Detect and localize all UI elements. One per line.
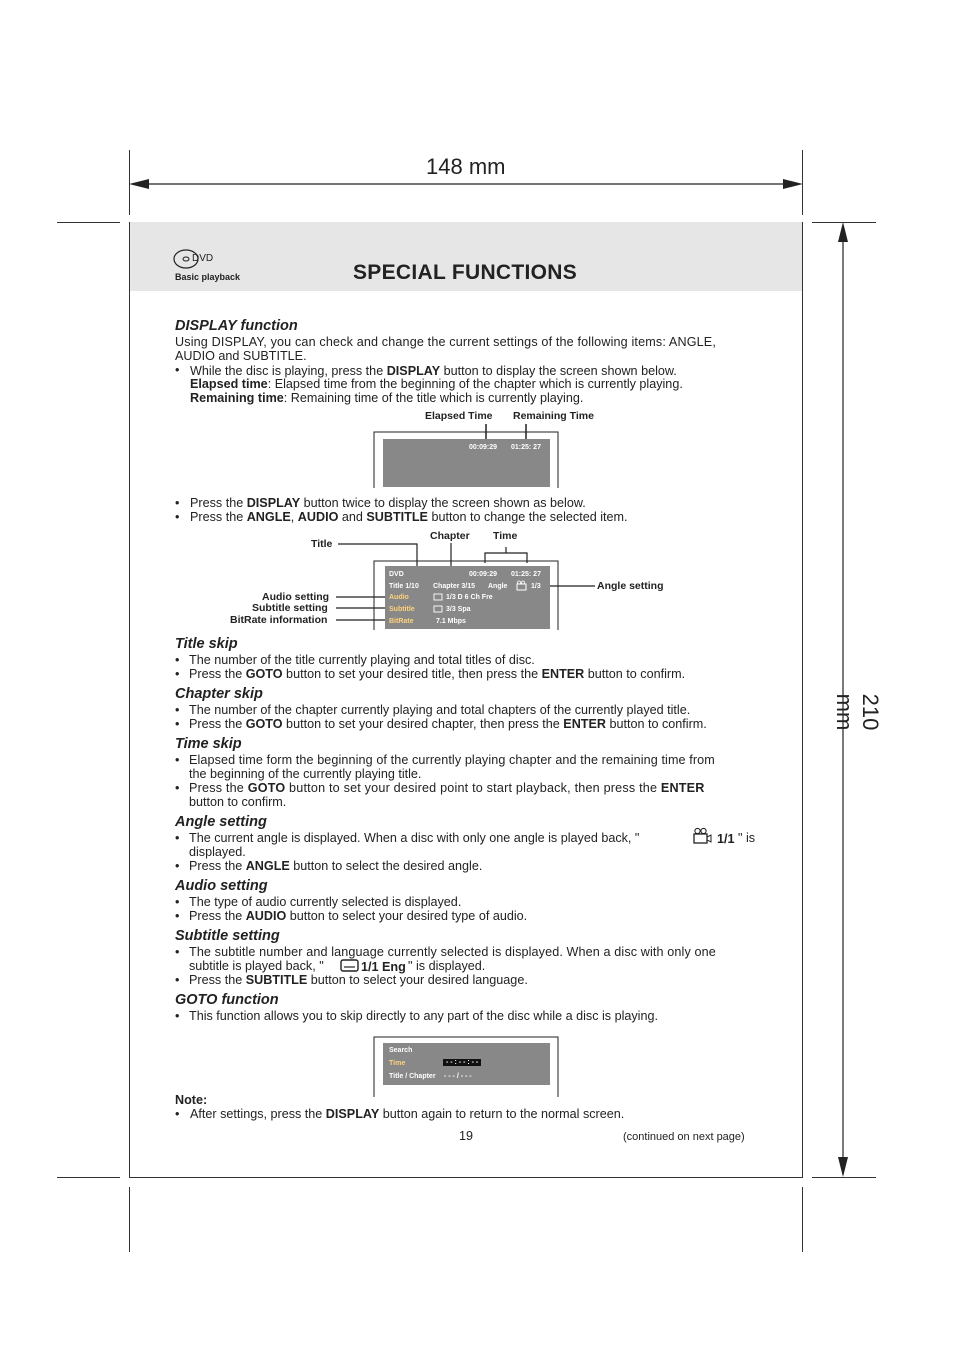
osd-2-subtitle-label: Subtitle	[389, 606, 415, 613]
camera-icon	[516, 580, 528, 591]
bullet: •	[175, 510, 180, 524]
angle-icon-text: 1/1	[717, 832, 735, 846]
display-bullet-2: Press the DISPLAY button twice to display the screen shown as below.	[190, 496, 586, 510]
audio-setting-line-1: The type of audio currently selected is displayed.	[189, 895, 462, 909]
subtitle-icon-text: 1/1 Eng	[361, 960, 406, 974]
callout-subtitle-setting: Subtitle setting	[252, 602, 328, 614]
elapsed-time-description: Elapsed time: Elapsed time from the beginning of the chapter which is currently playing.	[190, 377, 683, 391]
trim-line-left-bottom	[129, 1187, 130, 1252]
angle-camera-icon	[692, 827, 712, 845]
display-bullet-3: Press the ANGLE, AUDIO and SUBTITLE button to change the selected item.	[190, 510, 628, 524]
callout-remaining-time: Remaining Time	[513, 410, 594, 422]
speaker-icon	[433, 593, 444, 602]
osd-2-chapter: Chapter 3/15	[433, 583, 476, 590]
callout-title: Title	[311, 538, 333, 550]
angle-setting-line-1a-end: " is	[738, 831, 756, 845]
bullet: •	[175, 703, 180, 717]
title-skip-line-1: The number of the title currently playing and total titles of disc.	[189, 653, 535, 667]
bullet: •	[175, 895, 180, 909]
osd-2-audio-label: Audio	[389, 594, 409, 601]
time-skip-line-1b: the beginning of the currently playing title.	[189, 767, 422, 781]
bullet: •	[175, 653, 180, 667]
subtitle-setting-line-1b-pre: subtitle is played back, "	[189, 959, 324, 973]
page-frame-right	[802, 222, 803, 1178]
osd-3-time-field: - - : - - : - -	[443, 1059, 481, 1066]
bullet: •	[175, 973, 180, 987]
callout-time: Time	[493, 530, 518, 542]
goto-function-heading: GOTO function	[175, 992, 279, 1008]
osd-2-bitrate-value: 7.1 Mbps	[436, 618, 466, 625]
display-intro-line-2: AUDIO and SUBTITLE.	[175, 349, 307, 363]
note-label: Note:	[175, 1093, 208, 1107]
osd-3-search: Search	[389, 1047, 413, 1054]
chapter-skip-heading: Chapter skip	[175, 686, 263, 702]
osd-2-audio-value: 1/3 D 6 Ch Fre	[446, 594, 493, 601]
osd-2-title: Title 1/10	[389, 583, 419, 590]
bullet: •	[175, 717, 180, 731]
time-skip-heading: Time skip	[175, 736, 242, 752]
bullet: •	[175, 667, 180, 681]
osd-1-elapsed: 00:09:29	[469, 444, 498, 451]
page-number: 19	[459, 1129, 474, 1143]
display-bullet-1: While the disc is playing, press the DISPLAY button to display the screen shown below.	[190, 364, 677, 378]
osd-1-remaining: 01:25: 27	[511, 444, 541, 451]
bullet: •	[175, 831, 180, 845]
bullet: •	[175, 363, 180, 377]
section-tag: Basic playback	[175, 272, 241, 282]
width-dimension-label: 148 mm	[426, 154, 506, 179]
height-dimension-label: 210 mm	[832, 693, 883, 731]
page-frame-bottom	[129, 1177, 803, 1178]
remaining-time-description: Remaining time: Remaining time of the title which is currently playing.	[190, 391, 584, 405]
callout-bitrate-information: BitRate information	[230, 614, 328, 626]
subtitle-icon	[340, 959, 360, 973]
bullet: •	[175, 496, 180, 510]
audio-setting-heading: Audio setting	[175, 878, 268, 894]
callout-elapsed-time: Elapsed Time	[425, 410, 493, 422]
trim-line-bottom-left	[57, 1177, 120, 1178]
callout-chapter: Chapter	[430, 530, 470, 542]
time-skip-line-2: Press the GOTO button to set your desired point to start playback, then press the ENTER	[189, 781, 705, 795]
osd-2-angle-value: 1/3	[531, 583, 541, 590]
goto-function-line-1: This function allows you to skip directly to any part of the disc while a disc is playing.	[189, 1009, 658, 1023]
page-title: SPECIAL FUNCTIONS	[353, 261, 578, 284]
bullet: •	[175, 1009, 180, 1023]
subtitle-setting-line-2: Press the SUBTITLE button to select your desired language.	[189, 973, 528, 987]
bullet: •	[175, 859, 180, 873]
osd-3-title-chapter-label: Title / Chapter	[389, 1073, 436, 1080]
time-skip-line-1a: Elapsed time form the beginning of the currently playing chapter and the remaining time from	[189, 753, 715, 767]
angle-setting-line-1a: The current angle is displayed. When a disc with only one angle is played back, "	[189, 831, 640, 845]
angle-setting-line-1b: displayed.	[189, 845, 246, 859]
time-skip-line-2b: button to confirm.	[189, 795, 287, 809]
angle-setting-line-2: Press the ANGLE button to select the desired angle.	[189, 859, 483, 873]
bullet: •	[175, 781, 180, 795]
osd-2-subtitle-value: 3/3 Spa	[446, 606, 471, 613]
osd-2-remaining: 01:25: 27	[511, 571, 541, 578]
osd-3-title-chapter-field: - - - / - - -	[444, 1073, 472, 1080]
osd-2-dvd: DVD	[389, 571, 404, 578]
subtitle-icon	[433, 605, 444, 614]
title-skip-heading: Title skip	[175, 636, 238, 652]
callout-angle-setting: Angle setting	[597, 580, 664, 592]
osd-2-angle-label: Angle	[488, 583, 508, 590]
osd-2-bitrate-label: BitRate	[389, 618, 414, 625]
osd-3-time-label: Time	[389, 1060, 406, 1067]
bullet: •	[175, 945, 180, 959]
title-skip-line-2: Press the GOTO button to set your desired title, then press the ENTER button to confirm.	[189, 667, 686, 681]
trim-line-top-left	[57, 222, 120, 223]
bullet: •	[175, 753, 180, 767]
subtitle-setting-line-1a: The subtitle number and language currently selected is displayed. When a disc with only one	[189, 945, 716, 959]
dvd-logo-text: DVD	[192, 253, 214, 264]
audio-setting-line-2: Press the AUDIO button to select your desired type of audio.	[189, 909, 528, 923]
subtitle-setting-line-1b-post: " is displayed.	[408, 959, 486, 973]
bullet: •	[175, 909, 180, 923]
display-intro-line-1: Using DISPLAY, you can check and change the current settings of the following items: ANGLE,	[175, 335, 717, 349]
continued-note: (continued on next page)	[623, 1131, 745, 1143]
osd-2-elapsed: 00:09:29	[469, 571, 498, 578]
note-line-1: After settings, press the DISPLAY button again to return to the normal screen.	[190, 1107, 625, 1121]
chapter-skip-line-1: The number of the chapter currently playing and total chapters of the currently played title.	[189, 703, 691, 717]
trim-line-right-bottom	[802, 1187, 803, 1252]
display-function-heading: DISPLAY function	[175, 318, 298, 334]
angle-setting-heading: Angle setting	[175, 814, 267, 830]
chapter-skip-line-2: Press the GOTO button to set your desired chapter, then press the ENTER button to confirm.	[189, 717, 707, 731]
callout-audio-setting: Audio setting	[262, 591, 330, 603]
page-frame-left	[129, 222, 130, 1178]
subtitle-setting-heading: Subtitle setting	[175, 928, 280, 944]
bullet: •	[175, 1107, 180, 1121]
